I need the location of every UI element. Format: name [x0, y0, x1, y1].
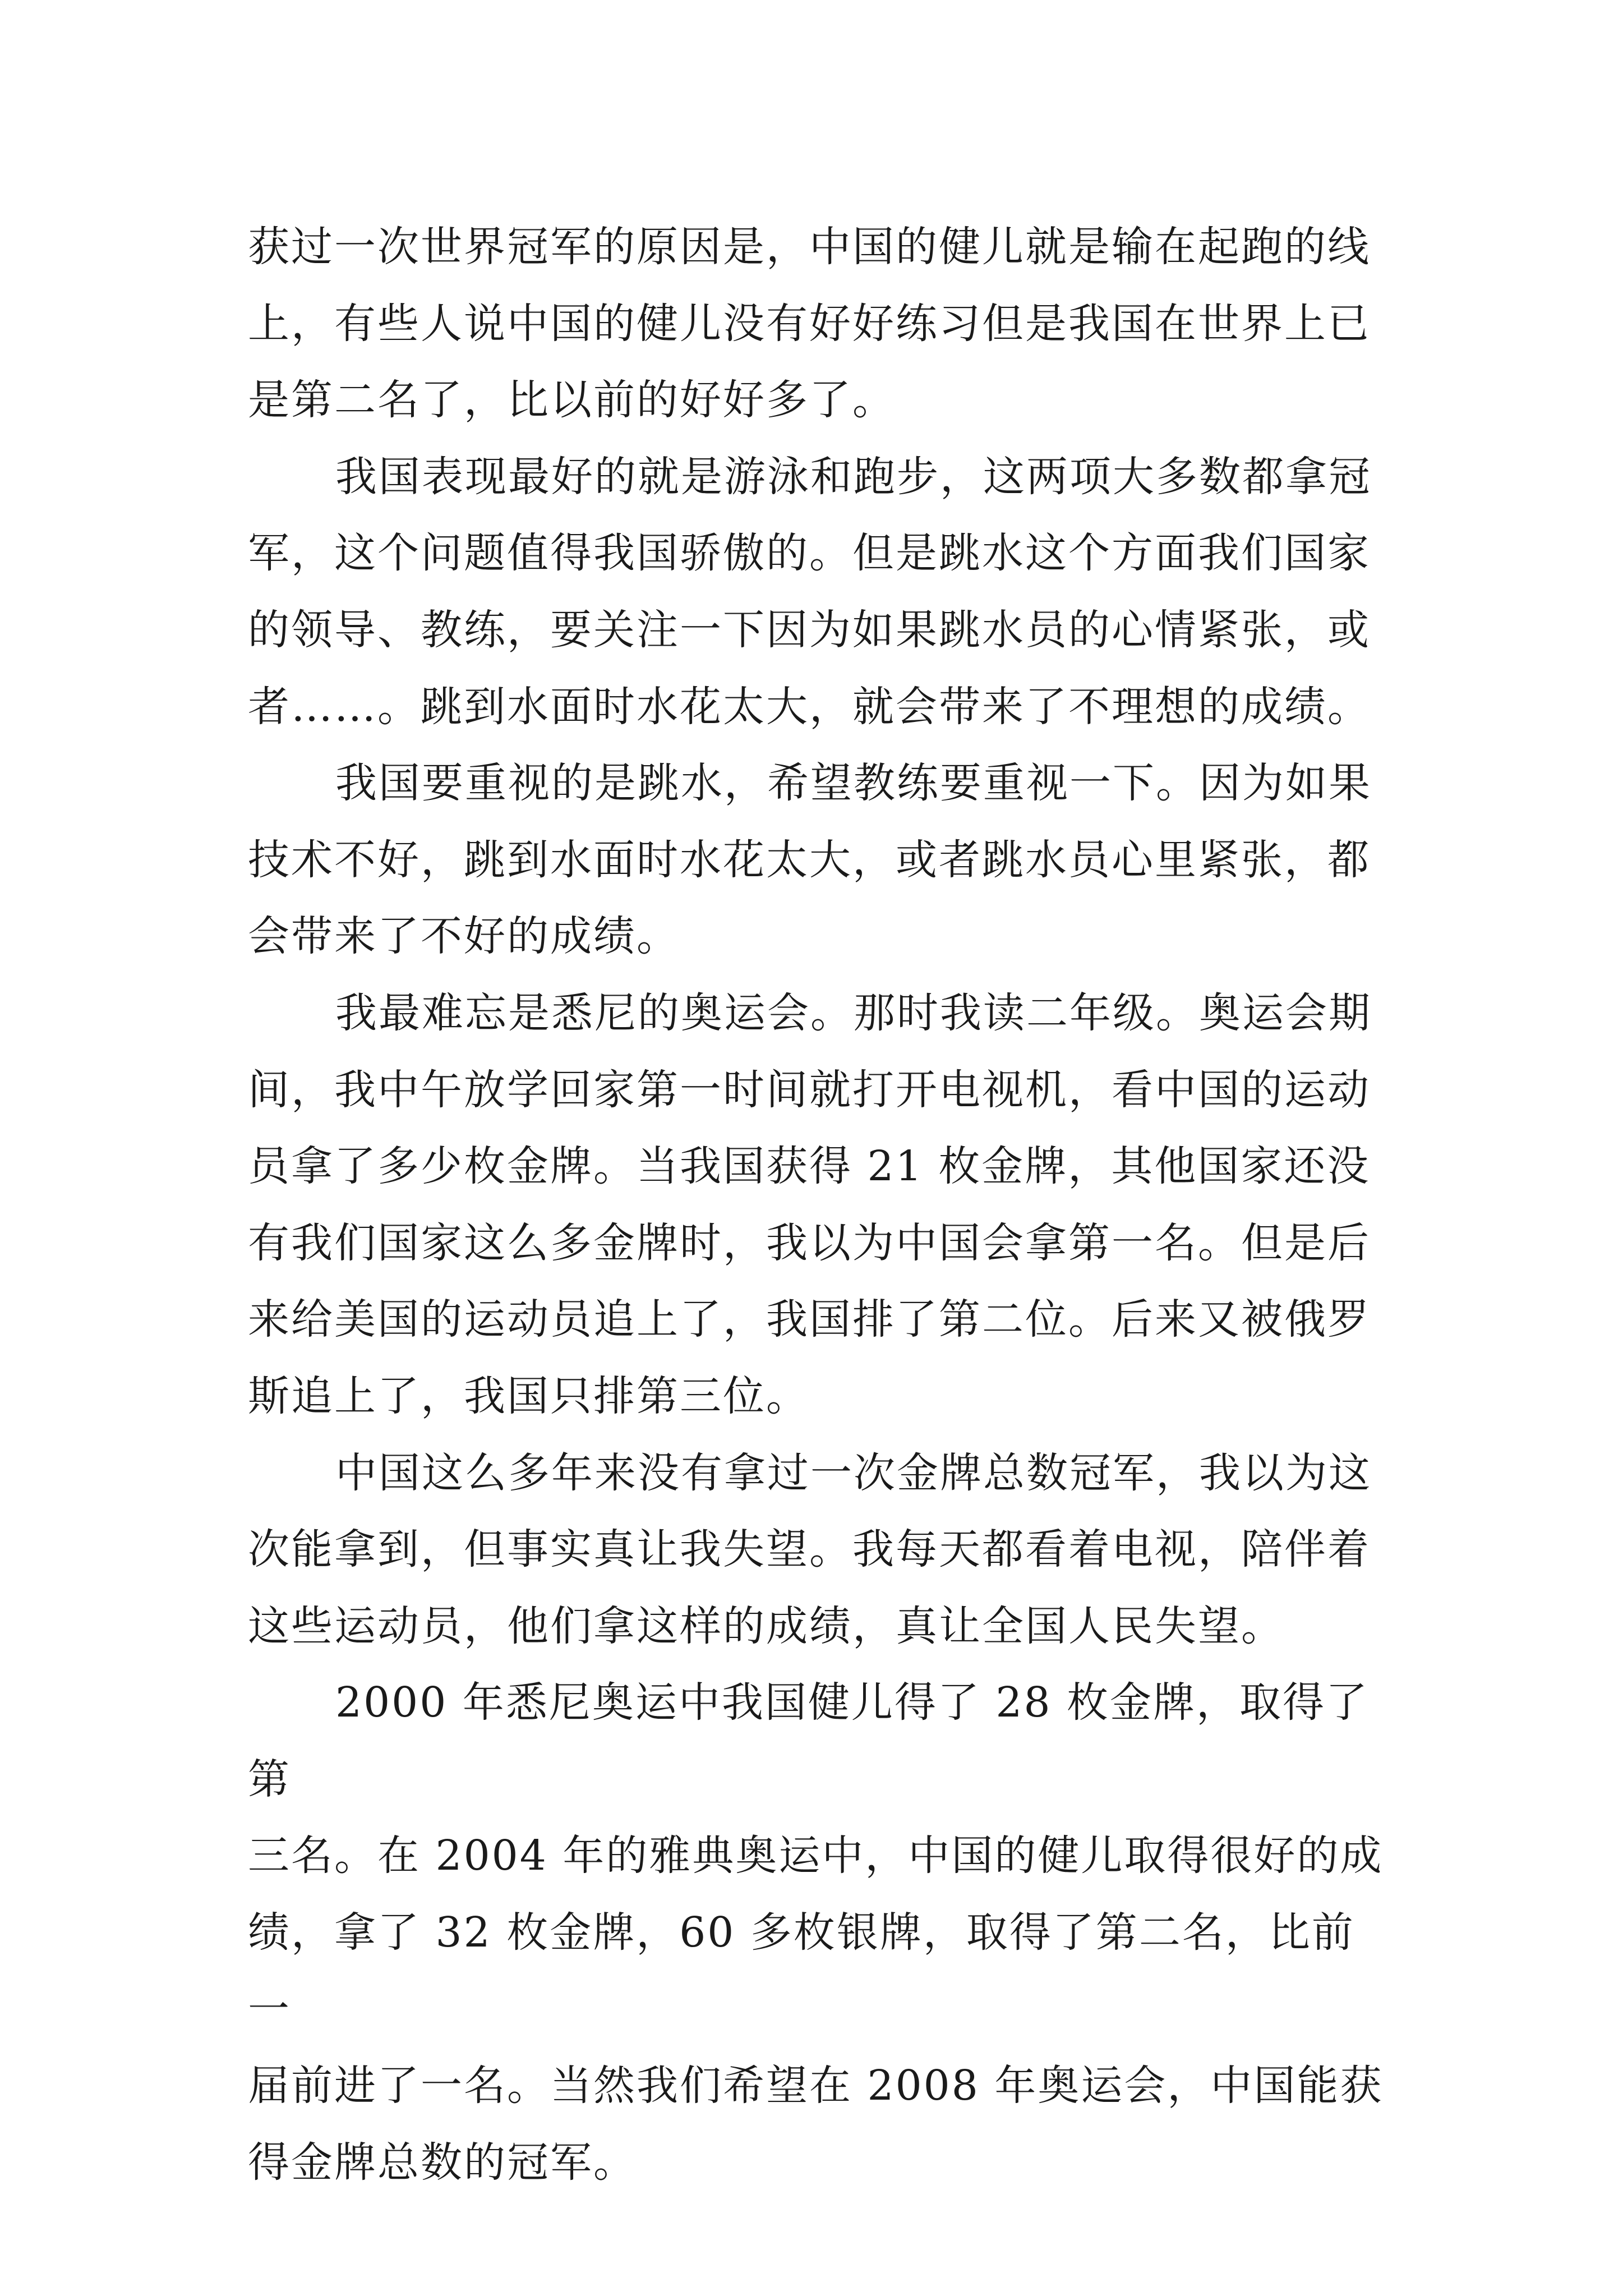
paragraph: 我国表现最好的就是游泳和跑步，这两项大多数都拿冠 军，这个问题值得我国骄傲的。但是跳水这个方面我们国家 的领导、教练，要关注一下因为如果跳水员的心情紧张，或 者……。跳到水面时水花太大，就会带来了不理想的成绩。 [248, 452, 1372, 731]
paragraph: 2000 年悉尼奥运中我国健儿得了 28 枚金牌，取得了第 三名。在 2004 年的雅典奥运中，中国的健儿取得很好的成 绩，拿了 32 枚金牌，60 多枚银牌，取得了第二名，比前一 届前进了一名。当然我们希望在 2008 年奥运会，中国能获 得金牌总数的冠军。 [248, 1678, 1384, 2187]
paragraph: 中国这么多年来没有拿过一次金牌总数冠军，我以为这 次能拿到，但事实真让我失望。我每天都看着电视，陪伴着 这些运动员，他们拿这样的成绩，真让全国人民失望。 [248, 1448, 1372, 1650]
paragraph: 获过一次世界冠军的原因是，中国的健儿就是输在起跑的线 上，有些人说中国的健儿没有好好练习但是我国在世界上已 是第二名了，比以前的好好多了。 [248, 223, 1371, 425]
paragraph: 我国要重视的是跳水，希望教练要重视一下。因为如果 技术不好，跳到水面时水花太大，或者跳水员心里紧张，都 会带来了不好的成绩。 [248, 759, 1372, 961]
body-text [248, 209, 1392, 2201]
paragraph: 我最难忘是悉尼的奥运会。那时我读二年级。奥运会期 间，我中午放学回家第一时间就打开电视机，看中国的运动 员拿了多少枚金牌。当我国获得 21 枚金牌，其他国家还没 有我们国家这么多金牌时，我以为中国会拿第一名。但是后 来给美国的运动员追上了，我国排了第二位。后来又被俄罗 斯追上了，我国只排第三位。 [248, 988, 1372, 1420]
